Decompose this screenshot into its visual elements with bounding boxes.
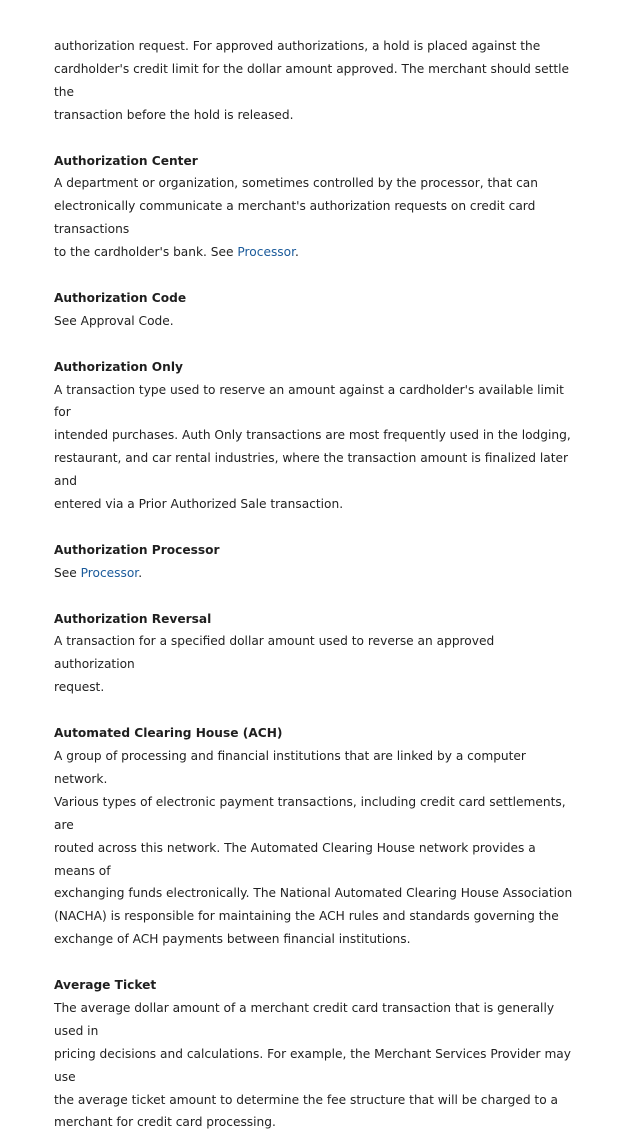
- text-punctuation: .: [138, 565, 143, 580]
- glossary-definition: [54, 997, 578, 1134]
- text-line: The average dollar amount of a merchant credit card transaction that is generally used in: [54, 1000, 555, 1038]
- text-line: See Approval Code.: [54, 313, 174, 328]
- text-line: intended purchases. Auth Only transactions are most frequently used in the lodging,: [54, 428, 571, 443]
- glossary-entry-authorization-reversal: [54, 608, 578, 700]
- glossary-entry-authorization-center: [54, 150, 578, 265]
- text-line: merchant for credit card processing.: [54, 1115, 276, 1130]
- glossary-entry-average-ticket: [54, 974, 578, 1134]
- processor-link[interactable]: Processor: [237, 245, 296, 260]
- text-punctuation: .: [295, 245, 299, 260]
- text-line: entered via a Prior Authorized Sale transaction.: [54, 497, 344, 512]
- text-line: restaurant, and car rental industries, where the transaction amount is finalized later and: [54, 451, 569, 489]
- text-line: exchanging funds electronically. The National Automated Clearing House Association: [54, 886, 573, 901]
- glossary-term: Authorization Only: [54, 359, 183, 374]
- text-line: authorization request. For approved authorizations, a hold is placed against the: [54, 39, 541, 53]
- text-line: transaction before the hold is released.: [54, 107, 294, 122]
- text-line: the average ticket amount to determine the fee structure that will be charged to a: [54, 1092, 559, 1107]
- processor-link[interactable]: Processor: [80, 565, 139, 580]
- glossary-entry-authorization-code: [54, 287, 578, 333]
- text-line: electronically communicate a merchant's authorization requests on credit card transactions: [54, 199, 536, 237]
- glossary-entry-automated-clearing-house: [54, 722, 578, 951]
- glossary-definition: [54, 310, 578, 333]
- glossary-term: Authorization Code: [54, 290, 187, 305]
- text-line: See: [54, 565, 81, 580]
- text-line: A department or organization, sometimes controlled by the processor, that can: [54, 176, 538, 191]
- intro-paragraph: [54, 35, 578, 127]
- text-line: request.: [54, 680, 105, 695]
- glossary-term: Average Ticket: [54, 978, 157, 993]
- glossary-definition: [54, 172, 578, 264]
- text-line: pricing decisions and calculations. For example, the Merchant Services Provider may use: [54, 1046, 571, 1084]
- text-line: (NACHA) is responsible for maintaining the ACH rules and standards governing the: [54, 909, 559, 924]
- glossary-term: Authorization Center: [54, 153, 198, 168]
- glossary-definition: [54, 630, 578, 699]
- glossary-definition: [54, 379, 578, 516]
- text-line: exchange of ACH payments between financial institutions.: [54, 932, 411, 947]
- text-line: to the cardholder's bank. See: [54, 245, 238, 260]
- glossary-definition: [54, 745, 578, 951]
- glossary-term: Authorization Reversal: [54, 611, 212, 626]
- glossary-term: Automated Clearing House (ACH): [54, 726, 283, 741]
- glossary-term: Authorization Processor: [54, 542, 220, 557]
- glossary-definition: [54, 562, 578, 585]
- text-line: routed across this network. The Automated Clearing House network provides a means of: [54, 840, 536, 878]
- text-line: A transaction for a specified dollar amount used to reverse an approved authorization: [54, 634, 495, 672]
- glossary-entry-authorization-processor: [54, 539, 578, 585]
- text-line: cardholder's credit limit for the dollar amount approved. The merchant should settle the: [54, 61, 570, 99]
- glossary-entry-authorization-only: [54, 356, 578, 516]
- text-line: A group of processing and financial institutions that are linked by a computer network.: [54, 749, 526, 786]
- text-line: Various types of electronic payment transactions, including credit card settlements, are: [54, 794, 566, 832]
- text-line: A transaction type used to reserve an amount against a cardholder's available limit for: [54, 382, 564, 420]
